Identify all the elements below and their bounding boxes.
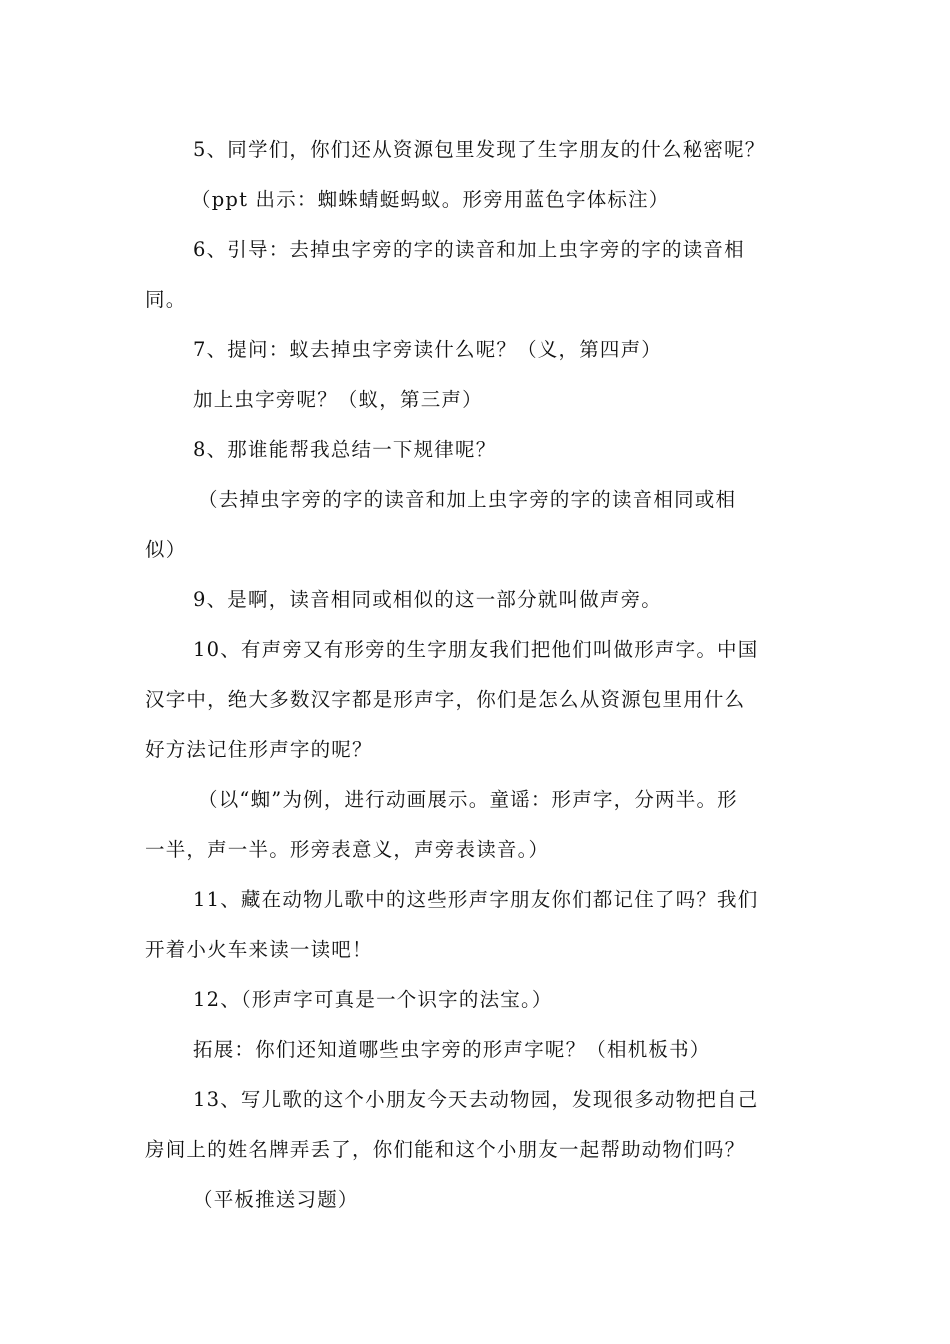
paragraph-6-line-1: 6、引导：去掉虫字旁的字的读音和加上虫字旁的字的读音相 xyxy=(193,238,745,261)
paragraph-10-line-2: 汉字中，绝大多数汉字都是形声字，你们是怎么从资源包里用什么 xyxy=(145,688,746,711)
paragraph-8-question: 8、那谁能帮我总结一下规律呢？ xyxy=(193,438,497,461)
paragraph-13-line-2: 房间上的姓名牌弄丢了，你们能和这个小朋友一起帮助动物们吗？ xyxy=(145,1138,746,1161)
paragraph-10-line-3: 好方法记住形声字的呢？ xyxy=(145,738,373,761)
paragraph-7-question: 7、提问：蚁去掉虫字旁读什么呢？（义，第四声） xyxy=(193,338,663,361)
paragraph-10-note-line-2: 一半，声一半。形旁表意义，声旁表读音。） xyxy=(145,838,550,861)
paragraph-5-line-1: 5、同学们，你们还从资源包里发现了生字朋友的什么秘密呢？ xyxy=(193,138,766,161)
paragraph-13-line-1: 13、写儿歌的这个小朋友今天去动物园，发现很多动物把自己 xyxy=(193,1088,759,1111)
paragraph-13-note: （平板推送习题） xyxy=(193,1188,359,1211)
paragraph-8-answer-line-1: （去掉虫字旁的字的读音和加上虫字旁的字的读音相同或相 xyxy=(198,488,737,511)
paragraph-11-line-1: 11、藏在动物儿歌中的这些形声字朋友你们都记住了吗？我们 xyxy=(193,888,759,911)
paragraph-5-note: （ppt 出示：蜘蛛蜻蜓蚂蚁。形旁用蓝色字体标注） xyxy=(191,188,670,211)
paragraph-12-extension: 拓展：你们还知道哪些虫字旁的形声字呢？（相机板书） xyxy=(193,1038,711,1061)
paragraph-10-note-line-1: （以“蜘”为例，进行动画展示。童谣：形声字，分两半。形 xyxy=(198,788,738,811)
paragraph-9: 9、是啊，读音相同或相似的这一部分就叫做声旁。 xyxy=(193,588,663,611)
paragraph-12: 12、（形声字可真是一个识字的法宝。） xyxy=(193,988,553,1011)
paragraph-10-line-1: 10、有声旁又有形旁的生字朋友我们把他们叫做形声字。中国 xyxy=(193,638,759,661)
paragraph-6-line-2: 同。 xyxy=(145,288,187,311)
paragraph-11-line-2: 开着小火车来读一读吧！ xyxy=(145,938,373,961)
paragraph-7-followup: 加上虫字旁呢？（蚁，第三声） xyxy=(193,388,483,411)
paragraph-8-answer-line-2: 似） xyxy=(145,538,187,561)
